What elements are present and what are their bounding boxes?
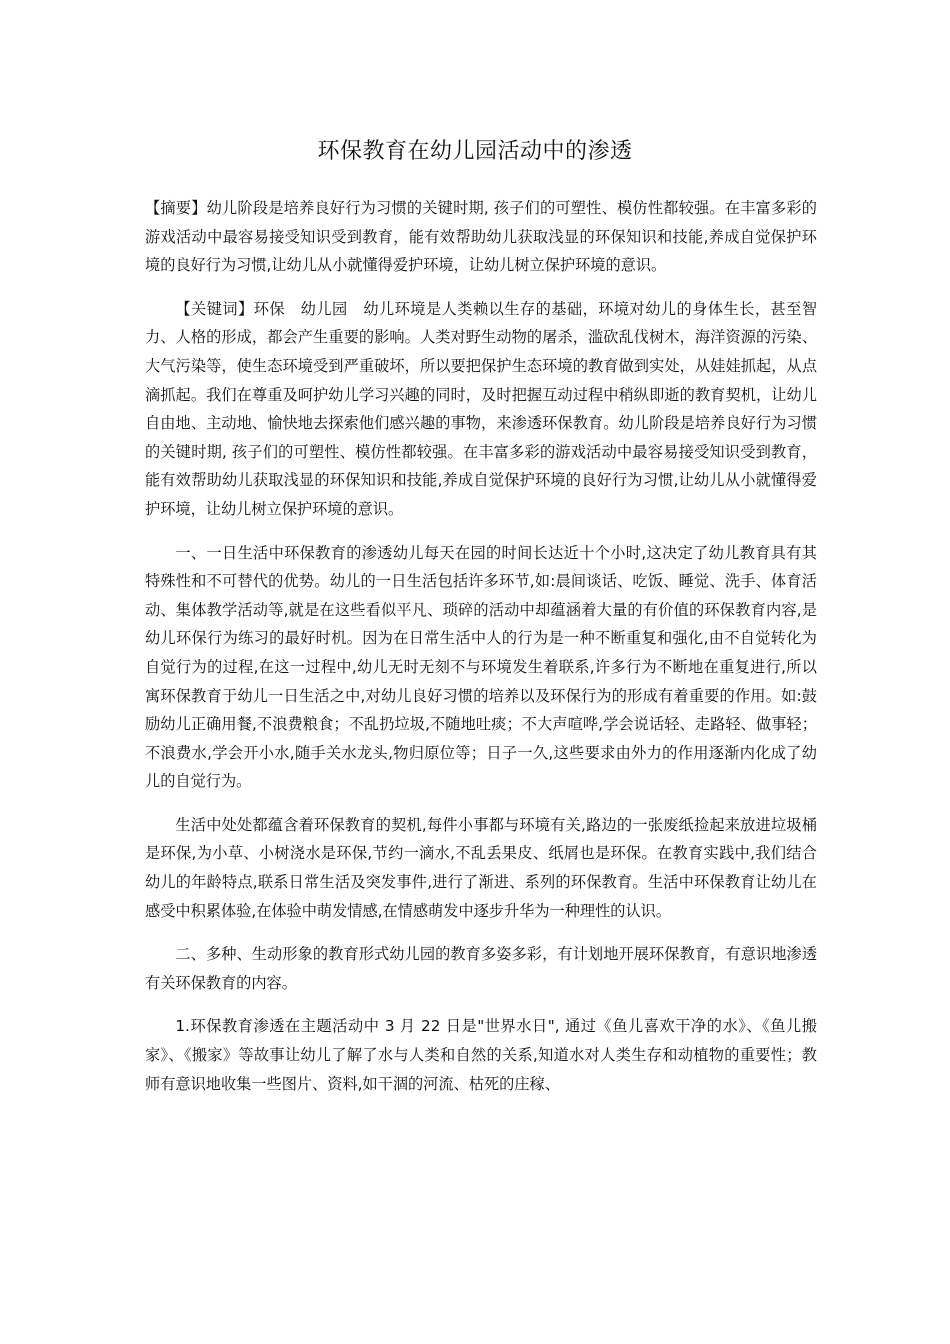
theme-activity-paragraph: 1.环保教育渗透在主题活动中 3 月 22 日是"世界水日", 通过《鱼儿喜欢干净的水》、《鱼儿搬家》、《搬家》等故事让幼儿了解了水与人类和自然的关系,知道水对人类生存和动植物的重要性；教师有意识地收集一些图片、资料,如干涸的河流、枯死的庄稼、 <box>145 1017 817 1093</box>
life-education-paragraph: 生活中处处都蕴含着环保教育的契机,每件小事都与环境有关,路边的一张废纸捡起来放进垃圾桶是环保,为小草、小树浇水是环保,节约一滴水,不乱丢果皮、纸屑也是环保。在教育实践中,我们结合幼儿的年龄特点,联系日常生活及突发事件,进行了渐进、系列的环保教育。生活中环保教育让幼儿在感受中积累体验,在体验中萌发情感,在情感萌发中逐步升华为一种理性的认识。 <box>145 815 817 920</box>
abstract-paragraph: 【摘要】幼儿阶段是培养良好行为习惯的关键时期, 孩子们的可塑性、模仿性都较强。在丰富多彩的游戏活动中最容易接受知识受到教育，能有效帮助幼儿获取浅显的环保知识和技能,养成自觉保护环境的良好行为习惯,让幼儿从小就懂得爱护环境，让幼儿树立保护环境的意识。 <box>145 199 817 275</box>
keywords-paragraph: 【关键词】环保 幼儿园 幼儿环境是人类赖以生存的基础，环境对幼儿的身体生长，甚至智力、人格的形成，都会产生重要的影响。人类对野生动物的屠杀，滥砍乱伐树木，海洋资源的污染、大气污染等，使生态环境受到严重破坏，所以要把保护生态环境的教育做到实处，从娃娃抓起，从点滴抓起。我们在尊重及呵护幼儿学习兴趣的同时，及时把握互动过程中稍纵即逝的教育契机，让幼儿自由地、主动地、愉快地去探索他们感兴趣的事物，来渗透环保教育。幼儿阶段是培养良好行为习惯的关键时期, 孩子们的可塑性、模仿性都较强。在丰富多彩的游戏活动中最容易接受知识受到教育，能有效帮助幼儿获取浅显的环保知识和技能,养成自觉保护环境的良好行为习惯,让幼儿从小就懂得爱护环境，让幼儿树立保护环境的意识。 <box>145 299 817 518</box>
document-body <box>145 194 817 1113</box>
section-two-paragraph: 二、多种、生动形象的教育形式幼儿园的教育多姿多彩，有计划地开展环保教育，有意识地渗透有关环保教育的内容。 <box>145 945 817 992</box>
section-one-paragraph: 一、一日生活中环保教育的渗透幼儿每天在园的时间长达近十个小时,这决定了幼儿教育具有其特殊性和不可替代的优势。幼儿的一日生活包括许多环节,如:晨间谈话、吃饭、睡觉、洗手、体育活动、集体教学活动等,就是在这些看似平凡、琐碎的活动中却蕴涵着大量的有价值的环保教育内容,是幼儿环保行为练习的最好时机。因为在日常生活中人的行为是一种不断重复和强化,由不自觉转化为自觉行为的过程,在这一过程中,幼儿无时无刻不与环境发生着联系,许多行为不断地在重复进行,所以寓环保教育于幼儿一日生活之中,对幼儿良好习惯的培养以及环保行为的形成有着重要的作用。如:鼓励幼儿正确用餐,不浪费粮食；不乱扔垃圾,不随地吐痰；不大声喧哗,学会说话轻、走路轻、做事轻；不浪费水,学会开小水,随手关水龙头,物归原位等；日子一久,这些要求由外力的作用逐渐内化成了幼儿的自觉行为。 <box>145 543 817 791</box>
document-title: 环保教育在幼儿园活动中的渗透 <box>317 139 633 164</box>
